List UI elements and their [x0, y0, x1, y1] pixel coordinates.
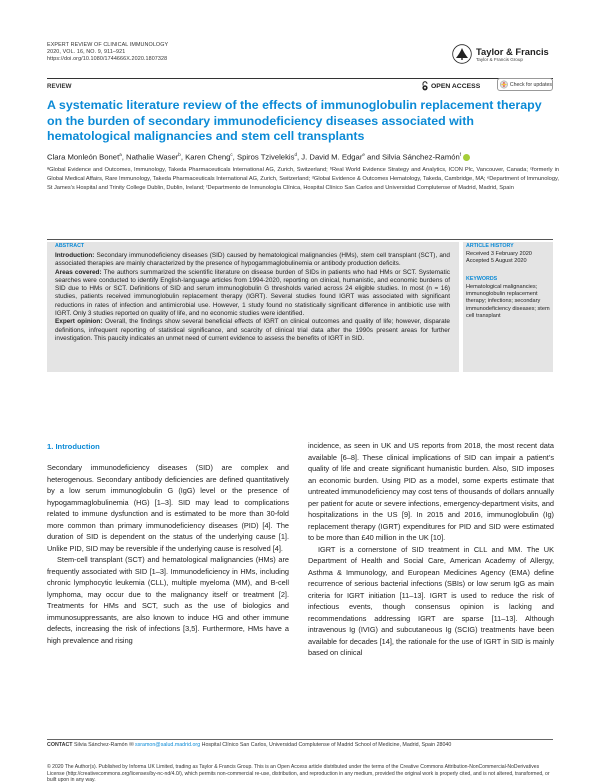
taylor-francis-logo-icon: [452, 44, 472, 64]
body-column-right: [308, 440, 554, 659]
abstract-opinion: Overall, the findings show several beneficial effects of IGRT on clinical outcomes and quality of life; however, disparate definitions, infrequent reporting of statistical significance, and scarcity of clinical trial data after the 1990s present areas for further investigation. This paucity indicates an unmet need of current evidence to assess the benefits of IGRT in SID.: [55, 318, 450, 342]
author-list: Clara Monleón Bonet$^a$, Nathalie Waser$^b$, Karen Cheng$^c$, Spiros Tzivelekis$^d$, J. David M. Edgar$^e$ and Silvia Sánchez-Ramón$^f$: [47, 152, 567, 162]
abstract-intro: Secondary immunodeficiency diseases (SID) caused by hematological malignancies (HMs), stem cell transplant (SCT), and associated therapies are mainly characterized by the presence of hypogammaglobulinemia or antibody production deficits.: [55, 252, 450, 268]
contact-block: [47, 742, 553, 749]
contact-label: CONTACT: [47, 742, 73, 748]
article-history-heading: ARTICLE HISTORY: [466, 243, 514, 249]
paragraph: Secondary immunodeficiency diseases (SID) are complex and heterogenous. Secondary antibody deficiencies are defined quantitatively by a low serum immunoglobulin G (IgG) level or the presence of hypogammaglobulinemia (HG) [1–3]. SID may lead to complications related to immune dysfunction and is estimated to be more than 30-fold more common than primary immunodeficiency diseases (PID) [4]. The duration of SID is dependent on the status of the underlying cause [1]. Unlike PID, SID may be reversible if the underlying cause is resolved [4].: [47, 463, 289, 553]
check-for-updates-label: Check for updates: [509, 81, 552, 88]
abstract-body: Introduction: Secondary immunodeficiency diseases (SID) caused by hematological malignancies (HMs), stem cell transplant (SCT), and associated therapies are mainly characterized by the presence of hypogammaglobulinemia or antibody production deficits. Areas covered: The authors summarized the scientific literature on disease burden of SIDs in patients who had HMs or SCT. Systematic searches were conducted to identify English-language articles from 1994-2020, reporting on clinical, humanistic, and economic burdens of SID due to HMs or SCT. Definitions of SID and serum immunoglobulin G thresholds varied across 24 eligible studies. In most (n = 16) studies, patients received immunoglobulin replacement therapy (IGRT). Several studies found IGRT was associated with significant reductions in rates of infection and antimicrobial use. However, 1 study found no statistically significant difference in antibiotic use with IGRT. Only 3 studies reported on quality of life, and no economic studies were identified. Expert opinion: Overall, the findings show several beneficial effects of IGRT on clinical outcomes and quality of life; however, disparate definitions, infrequent reporting of statistical significance, and scarcity of clinical trial data after the 1990s present areas for further investigation. This paucity indicates an unmet need of current evidence to assess the benefits of IGRT in SID.: [55, 252, 450, 342]
publisher-logo-block: [452, 44, 562, 64]
header-rule: [47, 78, 553, 79]
article-title: A systematic literature review of the effects of immunoglobulin replacement therapy on the burden of secondary immunodeficiency diseases associated with hematological malignancies and stem cell transplants: [47, 98, 542, 143]
keywords-list: Hematological malignancies; immunoglobulin replacement therapy; infections; secondary immunodeficiency diseases; stem cell transplant: [466, 284, 550, 319]
journal-citation: 2020, VOL. 16, NO. 9, 911–921: [47, 49, 126, 55]
author-name: Spiros Tzivelekis: [236, 152, 295, 162]
open-access-badge: [421, 81, 480, 91]
orcid-icon[interactable]: [463, 154, 470, 161]
affiliations: ªGlobal Evidence and Outcomes, Immunology, Takeda Pharmaceuticals International AG, Zurich, Switzerland; ᵇReal World Evidence Strategy and Analytics, ICON Plc, Vancouver, Canada; ᶜformerly in Global Medical Affairs, Rare Immunology, Takeda Pharmaceuticals International AG, Zurich, Switzerland; ᵈGlobal Evidence & Outcomes Hematology, Takeda, Cambridge, MA; ᵉDepartment of Immunology, St James’s Hospital and Trinity College Dublin, Dublin, Ireland; ᶠDepartmento de Inmunología Clínica, Hospital Clínico San Carlos and Universidad Complutense of Madrid, Madrid, Spain: [47, 167, 559, 191]
contact-address: Hospital Clínico San Carlos, Universidad Complutense of Madrid School of Medicine, Madrid, Spain 28040: [201, 742, 452, 748]
author-name: Karen Cheng: [185, 152, 231, 162]
abstract-rule: [47, 239, 553, 240]
email-icon: ✉: [129, 742, 134, 748]
journal-doi[interactable]: https://doi.org/10.1080/1744666X.2020.1807328: [47, 56, 168, 62]
journal-header: [47, 42, 168, 63]
paragraph: IGRT is a cornerstone of SID treatment in CLL and MM. The UK Department of Health and Social Care, American Academy of Allergy, Asthma & Immunology, and European Medicines Agency (EMA) define recurrence of serious bacterial infections (SBIs) or low serum IgG as main criteria for IGRT initiation [11–13]. IGRT is used to reduce the risk of infectious events, though consensus opinion is lacking and recommendations addressing IGRT are sparse [11–13]. Although intravenous Ig (IVIG) and subcutaneous Ig (SCIG) treatments have been available for decades [14], the rationale for the use of IGRT in SID is mainly based on clinical: [308, 544, 554, 657]
publisher-sub: Taylor & Francis Group: [476, 57, 523, 62]
contact-email-link[interactable]: ssramon@salud.madrid.org: [135, 742, 201, 748]
open-access-lock-icon: [421, 81, 429, 91]
abstract-covered: The authors summarized the scientific literature on disease burden of SIDs in patients who had HMs or SCT. Systematic searches were conducted to identify English-language articles from 1994-2020, reporting on clinical, humanistic, and economic burdens of SID due to HMs or SCT. Definitions of SID and serum immunoglobulin G thresholds varied across 24 eligible studies. In most (n = 16) studies, patients received immunoglobulin replacement therapy (IGRT). Several studies found IGRT was associated with significant reductions in rates of infection and antimicrobial use. However, 1 study found no statistically significant difference in antibiotic use with IGRT. Only 3 studies reported on quality of life, and no economic studies were identified.: [55, 268, 450, 318]
article-history: [466, 251, 552, 265]
keywords-heading: KEYWORDS: [466, 276, 498, 282]
crossmark-icon: [500, 80, 508, 89]
journal-name: EXPERT REVIEW OF CLINICAL IMMUNOLOGY: [47, 42, 169, 48]
copyright-notice: © 2020 The Author(s). Published by Informa UK Limited, trading as Taylor & Francis Group. This is an Open Access article distributed under the terms of the Creative Commons Attribution-NonCommercial-NoDerivatives License (http://creativecommons.org/licenses/by-nc-nd/4.0/), which permits non-commercial re-use, distribution, and reproduction in any medium, provided the original work is properly cited, and is not altered, transformed, or built upon in any way.: [47, 764, 550, 782]
accepted-date: Accepted 5 August 2020: [466, 258, 527, 265]
open-access-label: OPEN ACCESS: [431, 82, 481, 90]
received-date: Received 3 February 2020: [466, 251, 532, 257]
paragraph: incidence, as seen in UK and US reports from 2018, the most recent data available [6–8]. These clinical implications of SID can impair a patient’s quality of life and create significant humanistic burden. Also, SID imposes an economic burden. Using PID as a model, some experts estimate that untreated immunodeficiency may cost tens of thousands of dollars annually per patient for acute or severe infections, emergency-department visits, and hospitalizations in the US [9]. In 2015 and 2016, immunoglobulin (Ig) replacement therapy (IGRT) expenditures for PID and SID were estimated to be more than £40 million in the UK [10].: [308, 441, 554, 542]
author-name: J. David M. Edgar: [301, 152, 363, 162]
check-for-updates-button[interactable]: [497, 78, 553, 91]
author-name: Clara Monleón Bonet: [47, 152, 120, 162]
author-name: Silvia Sánchez-Ramón: [382, 152, 460, 162]
contact-name: Silvia Sánchez-Ramón: [73, 742, 128, 748]
footer-rule: [47, 739, 553, 740]
author-name: Nathalie Waser: [126, 152, 179, 162]
article-type: REVIEW: [47, 83, 72, 90]
abstract-heading: ABSTRACT: [55, 243, 85, 249]
publisher-name: Taylor & Francis: [476, 46, 549, 57]
paragraph: Stem-cell transplant (SCT) and hematological malignancies (HMs) are frequently associated with SID [1–3]. Immunodeficiency in HMs, including chronic lymphocytic leukemia (CLL), multiple myeloma (MM), and B-cell lymphoma, may occur due to the malignancy itself or treatment [2]. Treatments for HMs and SCT, such as the use of biologics and immunosuppressants, are also known to induce HG and other immune defects, increasing the risk of infections [3,5]. Furthermore, HMs have a high prevalence and rising: [47, 555, 289, 645]
body-column-left: [47, 462, 289, 646]
section-heading-introduction: 1. Introduction: [47, 442, 100, 451]
